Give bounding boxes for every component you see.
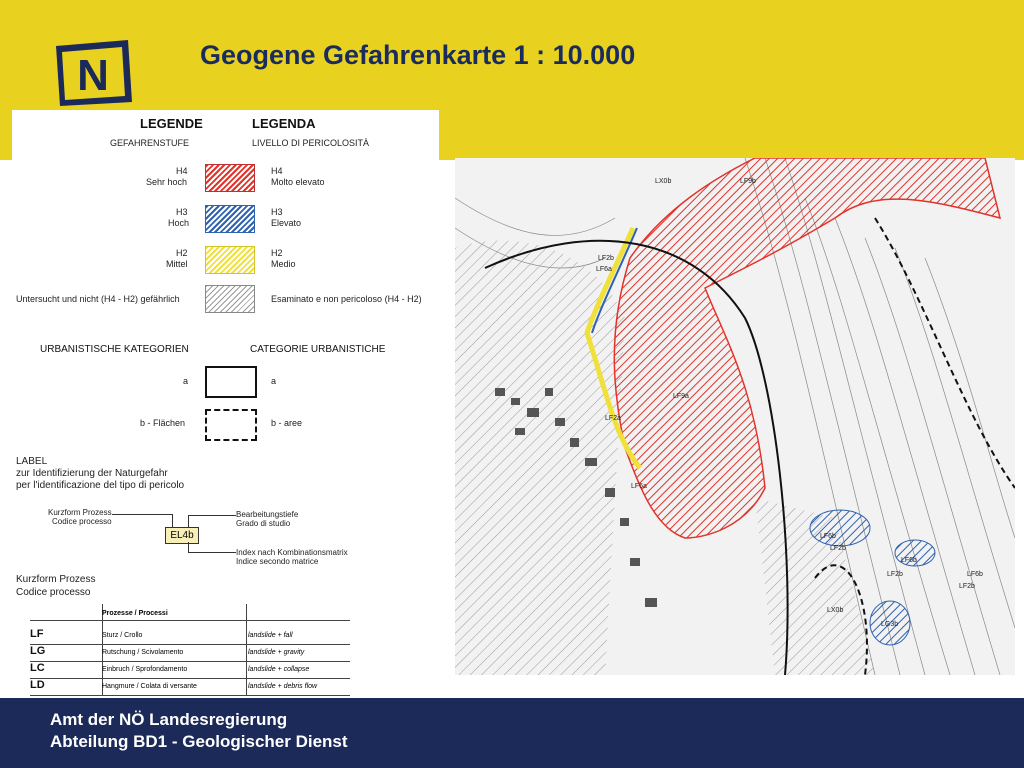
logo-letter: N [77, 51, 109, 100]
level-h3-label-de: Hoch [168, 218, 190, 228]
row-name: Sturz / Crollo [102, 632, 143, 639]
level-h2-label-de: Mittel [166, 259, 188, 269]
level-h2-code-it: H2 [271, 248, 283, 258]
neutral-label-it: Esaminato e non pericoloso (H4 - H2) [271, 294, 422, 304]
map-label: LF6b [820, 533, 836, 540]
map-label: LF2b [598, 255, 614, 262]
urb-a-symbol [205, 366, 257, 398]
map-label: LF2b [887, 571, 903, 578]
label-line1: zur Identifizierung der Naturgefahr [16, 468, 168, 479]
legend-sub-de: GEFAHRENSTUFE [110, 138, 190, 148]
swatch-h4 [205, 164, 255, 192]
level-h4-code-it: H4 [271, 166, 283, 176]
connector [172, 514, 173, 527]
level-h3-label-it: Elevato [271, 218, 302, 228]
map-label: LF6a [596, 266, 612, 273]
connector [188, 542, 189, 552]
map-label: LF6a [631, 483, 647, 490]
kurz-it: Codice processo [52, 517, 112, 526]
label-line2: per l'identificazione del tipo di pericolo [16, 480, 185, 491]
footer-bar [0, 698, 1024, 768]
row-code: LC [30, 662, 45, 674]
map-label: LF2a [605, 415, 621, 422]
footer-line-1: Amt der NÖ Landesregierung [50, 710, 288, 729]
urb-b-it: b - aree [271, 418, 303, 428]
urb-title-it: CATEGORIE URBANISTICHE [250, 344, 386, 355]
row-name: Einbruch / Sprofondamento [102, 666, 188, 673]
urb-a-de: a [183, 376, 189, 386]
level-h3-code-it: H3 [271, 207, 283, 217]
legend-title-it: LEGENDA [252, 116, 316, 131]
sample-label-box: EL4b [165, 527, 199, 544]
connector [188, 552, 236, 553]
level-h3-code-de: H3 [176, 207, 188, 217]
page-title: Geogene Gefahrenkarte 1 : 10.000 [200, 40, 636, 70]
table-header-row [30, 604, 350, 621]
label-title: LABEL [16, 456, 48, 467]
connector [188, 515, 236, 516]
urb-b-de: b - Flächen [140, 418, 186, 428]
legend-sub-it: LIVELLO DI PERICOLOSITÀ [252, 138, 370, 148]
table-row [30, 679, 350, 696]
index-it: Indice secondo matrice [236, 557, 319, 566]
bearb-de: Bearbeitungstiefe [236, 510, 299, 519]
table-row [30, 662, 350, 679]
index-de: Index nach Kombinationsmatrix [236, 548, 348, 557]
urb-title-de: URBANISTISCHE KATEGORIEN [40, 344, 189, 355]
map-label: LF6b [967, 571, 983, 578]
legend-panel [12, 110, 439, 696]
table-row [30, 645, 350, 662]
row-name: Hangmure / Colata di versante [102, 683, 197, 690]
row-en: landslide + gravity [248, 649, 305, 656]
lower-austria-logo [52, 38, 134, 108]
swatch-neutral [205, 285, 255, 313]
map-label: LG3b [881, 621, 899, 628]
level-h2-code-de: H2 [176, 248, 188, 258]
legend-title-de: LEGENDE [140, 116, 203, 131]
bearb-it: Grado di studio [236, 519, 291, 528]
table-header: Prozesse / Processi [102, 610, 168, 617]
level-h2-label-it: Medio [271, 259, 296, 269]
urb-b-symbol [205, 409, 257, 441]
footer-line-2: Abteilung BD1 - Geologischer Dienst [50, 732, 348, 751]
row-name: Rutschung / Scivolamento [102, 649, 184, 656]
map-label: LF9b [740, 178, 756, 185]
swatch-h3 [205, 205, 255, 233]
connector [188, 515, 189, 527]
map-label: LF6b [901, 557, 917, 564]
row-code: LG [30, 645, 46, 657]
hazard-map[interactable] [455, 158, 1015, 675]
map-label: LF2b [959, 583, 975, 590]
row-code: LD [30, 679, 45, 691]
map-label: LF2b [830, 545, 846, 552]
kurz2-de: Kurzform Prozess [16, 574, 96, 585]
kurz-de: Kurzform Prozess [48, 508, 112, 517]
map-label: LX0b [655, 178, 672, 185]
swatch-h2 [205, 246, 255, 274]
urb-a-it: a [271, 376, 277, 386]
row-en: landslide + fall [248, 632, 293, 639]
row-code: LF [30, 628, 44, 640]
level-h4-label-de: Sehr hoch [146, 177, 188, 187]
map-label: LF9a [673, 393, 689, 400]
level-h4-label-it: Molto elevato [271, 177, 325, 187]
neutral-label-de: Untersucht und nicht (H4 - H2) gefährlich [16, 294, 180, 304]
kurz2-it: Codice processo [16, 587, 91, 598]
table-row [30, 628, 350, 645]
hazard-zone-h3 [810, 510, 870, 546]
row-en: landslide + debris flow [248, 683, 318, 690]
row-en: landslide + collapse [248, 666, 310, 673]
connector [112, 514, 172, 515]
level-h4-code-de: H4 [176, 166, 188, 176]
map-label: LX0b [827, 607, 844, 614]
